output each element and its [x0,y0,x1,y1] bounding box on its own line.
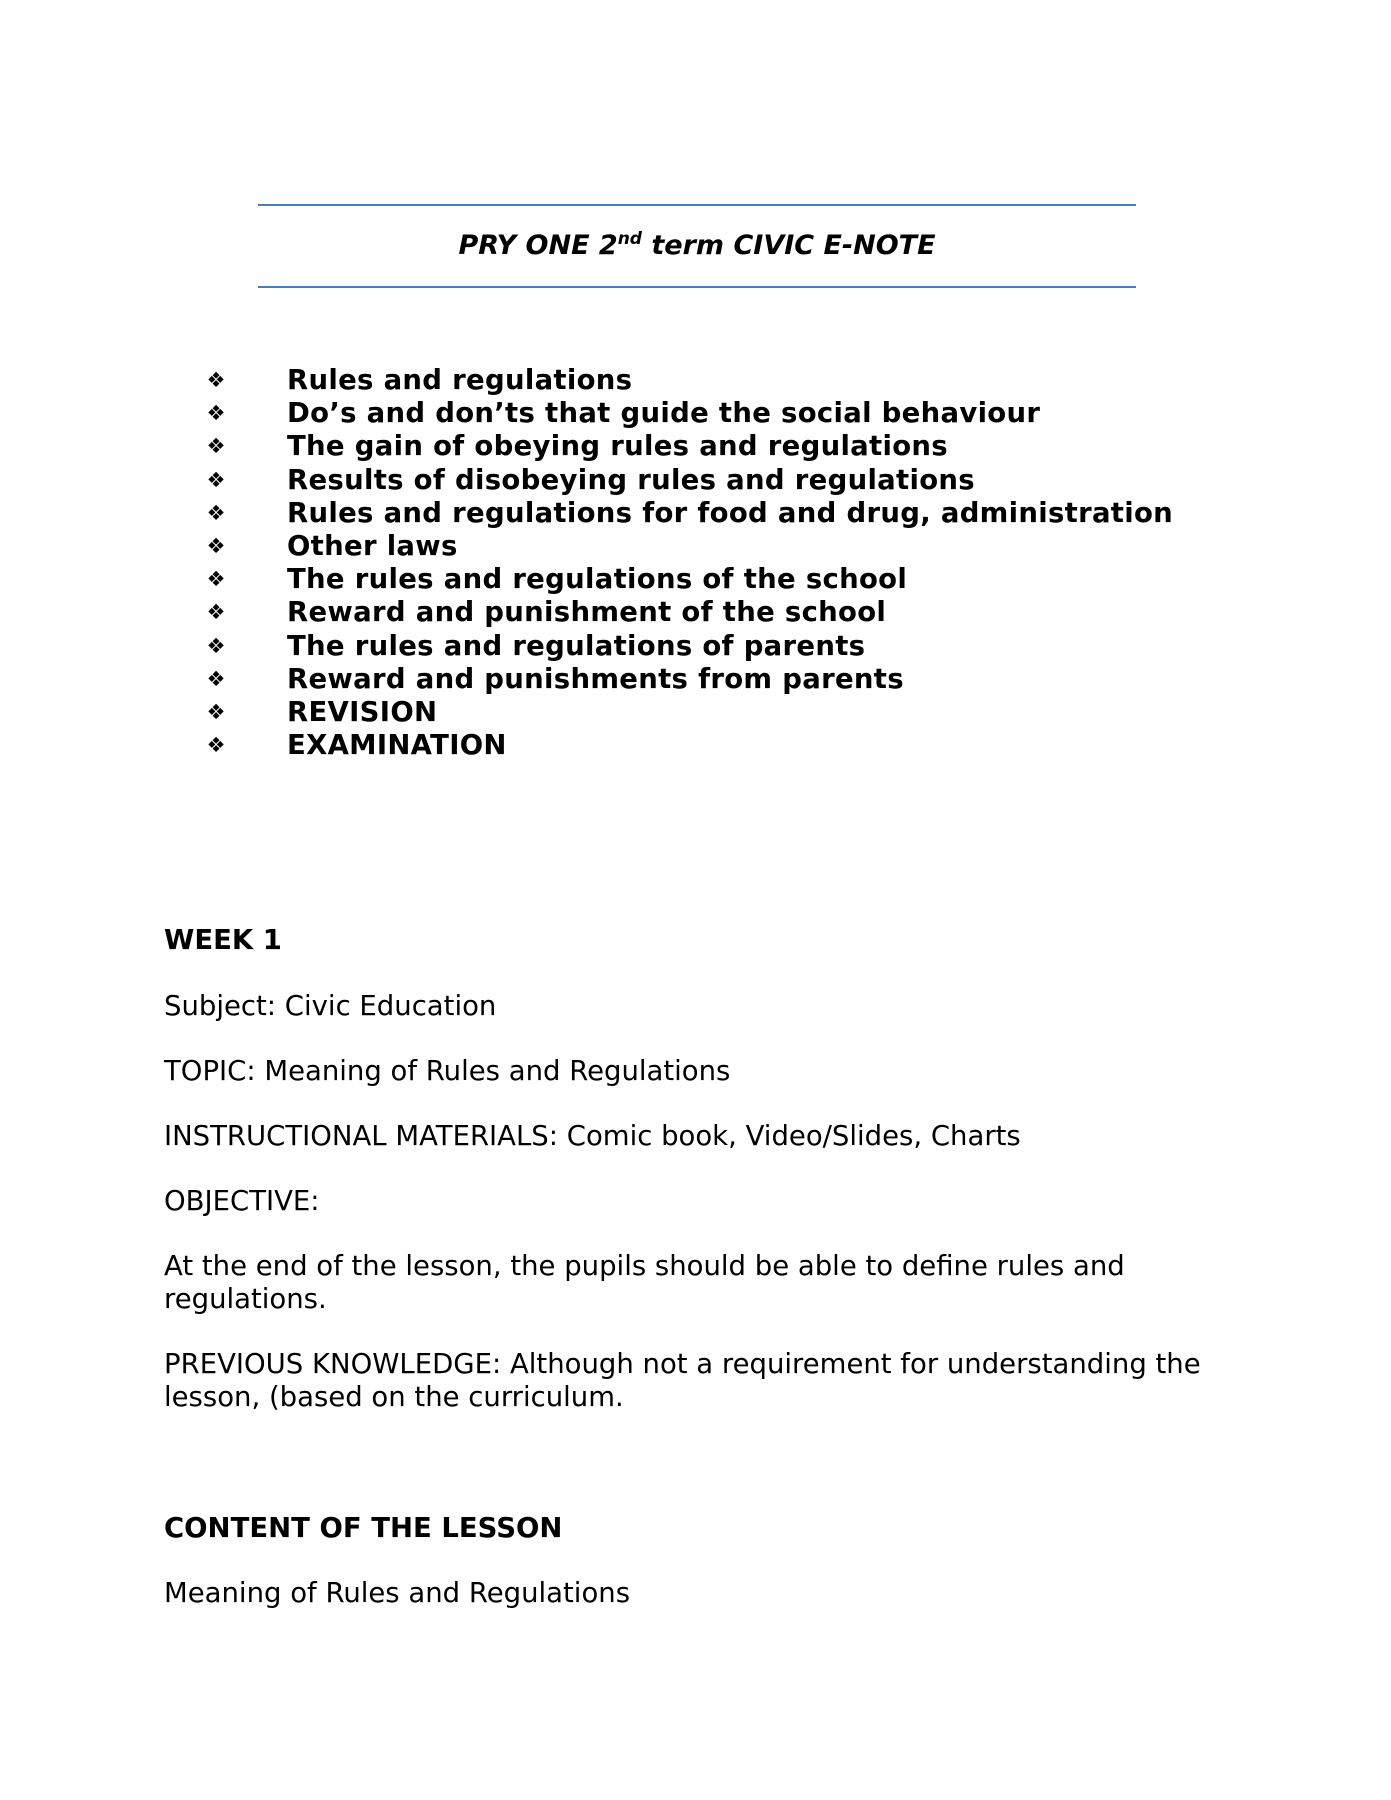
topic-text: Reward and punishment of the school [287,596,887,629]
objective-text-line-1: At the end of the lesson, the pupils should be able to define rules and [164,1250,1125,1282]
content-heading: CONTENT OF THE LESSON [164,1512,563,1544]
diamond-bullet-icon: ❖ [206,401,226,426]
topic-text: Results of disobeying rules and regulations [287,463,975,496]
diamond-bullet-icon: ❖ [206,434,226,459]
content-subheading: Meaning of Rules and Regulations [164,1577,631,1609]
subject-line: Subject: Civic Education [164,990,497,1022]
objective-text-line-2: regulations. [164,1283,327,1315]
topic-text: EXAMINATION [287,729,507,762]
previous-knowledge-line-2: lesson, (based on the curriculum. [164,1381,624,1413]
diamond-bullet-icon: ❖ [206,368,226,392]
topic-text: REVISION [287,695,438,728]
diamond-bullet-icon: ❖ [206,467,226,492]
diamond-bullet-icon: ❖ [206,633,226,658]
previous-knowledge-line-1: PREVIOUS KNOWLEDGE: Although not a requirement for understanding the [164,1348,1201,1380]
diamond-bullet-icon: ❖ [206,666,226,691]
topic-text: The gain of obeying rules and regulations [287,430,948,463]
topic-text: The rules and regulations of parents [287,629,866,662]
diamond-bullet-icon: ❖ [206,533,226,558]
topic-line: TOPIC: Meaning of Rules and Regulations [164,1055,731,1087]
objective-label: OBJECTIVE: [164,1185,320,1217]
diamond-bullet-icon: ❖ [206,733,226,758]
topic-text: Do’s and don’ts that guide the social behaviour [287,397,1041,430]
diamond-bullet-icon: ❖ [206,699,226,724]
title-rule-top [258,204,1136,206]
topic-text: Reward and punishments from parents [287,662,904,695]
diamond-bullet-icon: ❖ [206,567,226,592]
topic-text: Rules and regulations [287,364,633,396]
title-rule-bottom [258,286,1136,288]
title-superscript: nd [617,229,642,249]
topic-text: Other laws [287,529,458,562]
title-prefix: PRY ONE 2 [458,230,618,261]
topic-text: Rules and regulations for food and drug, administration [287,496,1174,529]
title-suffix: term CIVIC E-NOTE [641,230,936,261]
week-heading: WEEK 1 [164,924,282,956]
instructional-materials-line: INSTRUCTIONAL MATERIALS: Comic book, Video/Slides, Charts [164,1120,1021,1152]
diamond-bullet-icon: ❖ [206,500,226,525]
page-title [258,228,1136,264]
diamond-bullet-icon: ❖ [206,600,226,625]
topic-text: The rules and regulations of the school [287,563,908,596]
